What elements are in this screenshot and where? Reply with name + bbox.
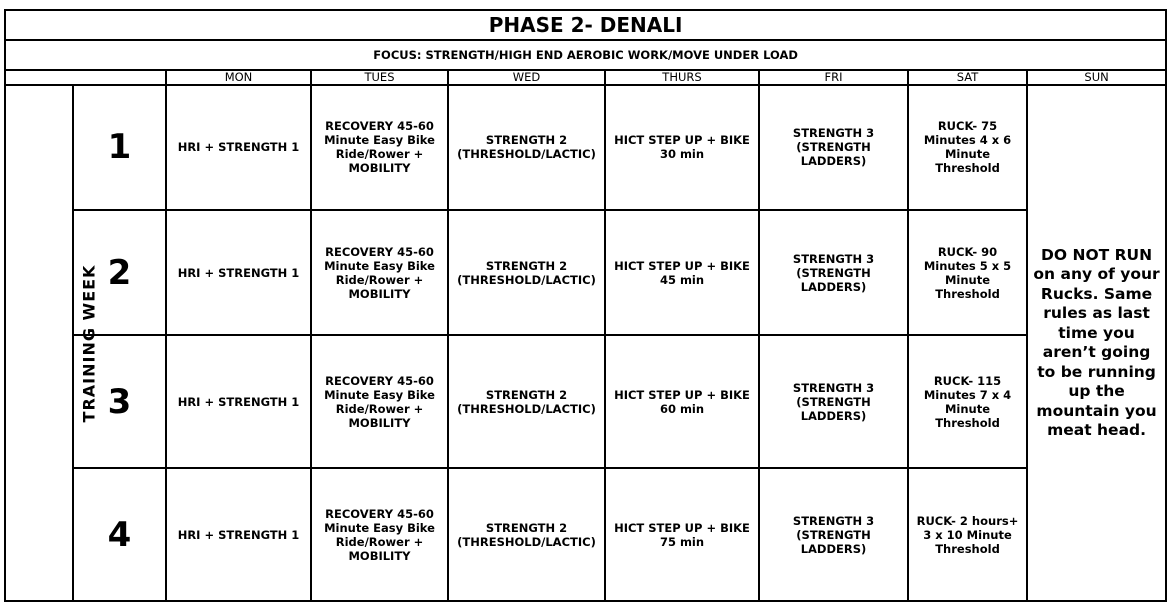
week3-thu: HICT STEP UP + BIKE 60 min bbox=[605, 335, 759, 468]
week2-sat: RUCK- 90 Minutes 5 x 5 Minute Threshold bbox=[908, 210, 1027, 336]
week1-sat: RUCK- 75 Minutes 4 x 6 Minute Threshold bbox=[908, 85, 1027, 210]
week3-mon: HRI + STRENGTH 1 bbox=[166, 335, 311, 468]
focus-line: FOCUS: STRENGTH/HIGH END AEROBIC WORK/MOVE UNDER LOAD bbox=[5, 40, 1166, 69]
header-fri: FRI bbox=[759, 70, 908, 85]
day-header-row bbox=[5, 70, 1166, 85]
header-tue: TUES bbox=[311, 70, 448, 85]
header-mon: MON bbox=[166, 70, 311, 85]
week4-sat: RUCK- 2 hours+ 3 x 10 Minute Threshold bbox=[908, 468, 1027, 601]
week4-thu: HICT STEP UP + BIKE 75 min bbox=[605, 468, 759, 601]
week2-tue: RECOVERY 45-60 Minute Easy Bike Ride/Rower + MOBILITY bbox=[311, 210, 448, 336]
week1-wed: STRENGTH 2 (THRESHOLD/LACTIC) bbox=[448, 85, 605, 210]
header-blank bbox=[5, 70, 166, 85]
week4-fri: STRENGTH 3 (STRENGTH LADDERS) bbox=[759, 468, 908, 601]
week1-tue: RECOVERY 45-60 Minute Easy Bike Ride/Rower + MOBILITY bbox=[311, 85, 448, 210]
training-week-text: TRAINING WEEK bbox=[79, 264, 99, 422]
week-row-1 bbox=[5, 85, 1166, 210]
week-number: 3 bbox=[73, 335, 166, 468]
week3-fri: STRENGTH 3 (STRENGTH LADDERS) bbox=[759, 335, 908, 468]
header-sun: SUN bbox=[1027, 70, 1166, 85]
week4-wed: STRENGTH 2 (THRESHOLD/LACTIC) bbox=[448, 468, 605, 601]
week-number: 1 bbox=[73, 85, 166, 210]
week2-fri: STRENGTH 3 (STRENGTH LADDERS) bbox=[759, 210, 908, 336]
title-row bbox=[5, 10, 1166, 40]
header-wed: WED bbox=[448, 70, 605, 85]
week3-wed: STRENGTH 2 (THRESHOLD/LACTIC) bbox=[448, 335, 605, 468]
training-plan-table bbox=[4, 9, 1167, 602]
header-thu: THURS bbox=[605, 70, 759, 85]
week2-thu: HICT STEP UP + BIKE 45 min bbox=[605, 210, 759, 336]
week-row-3 bbox=[5, 335, 1166, 468]
training-week-label bbox=[5, 85, 99, 601]
week1-fri: STRENGTH 3 (STRENGTH LADDERS) bbox=[759, 85, 908, 210]
week3-tue: RECOVERY 45-60 Minute Easy Bike Ride/Rower + MOBILITY bbox=[311, 335, 448, 468]
week4-mon: HRI + STRENGTH 1 bbox=[166, 468, 311, 601]
week3-sat: RUCK- 115 Minutes 7 x 4 Minute Threshold bbox=[908, 335, 1027, 468]
week1-thu: HICT STEP UP + BIKE 30 min bbox=[605, 85, 759, 210]
week1-mon: HRI + STRENGTH 1 bbox=[166, 85, 311, 210]
page-title: PHASE 2- DENALI bbox=[5, 10, 1166, 40]
focus-row bbox=[5, 40, 1166, 69]
week-number: 4 bbox=[73, 468, 166, 601]
week-number: 2 bbox=[73, 210, 166, 336]
sunday-note: DO NOT RUN on any of your Rucks. Same rules as last time you aren’t going to be running up the mountain you meat head. bbox=[1027, 85, 1166, 601]
week-row-2 bbox=[5, 210, 1166, 336]
header-sat: SAT bbox=[908, 70, 1027, 85]
week2-wed: STRENGTH 2 (THRESHOLD/LACTIC) bbox=[448, 210, 605, 336]
week2-mon: HRI + STRENGTH 1 bbox=[166, 210, 311, 336]
week-row-4 bbox=[5, 468, 1166, 601]
week4-tue: RECOVERY 45-60 Minute Easy Bike Ride/Rower + MOBILITY bbox=[311, 468, 448, 601]
